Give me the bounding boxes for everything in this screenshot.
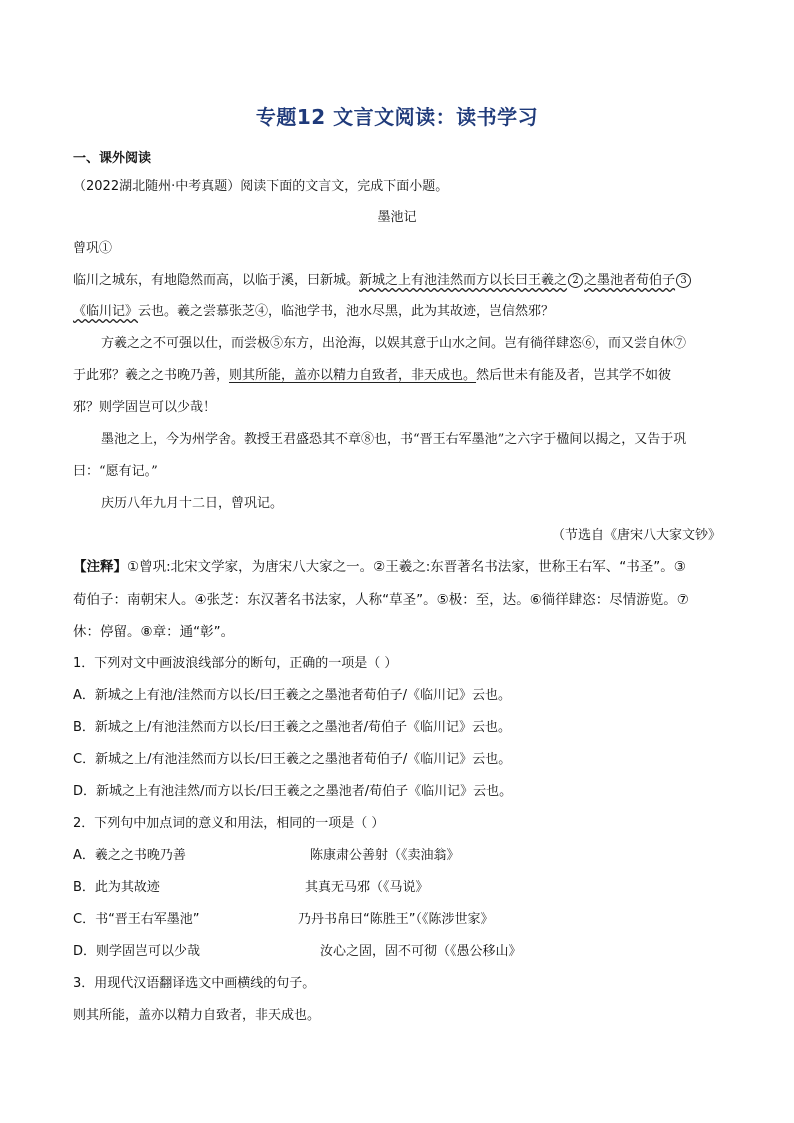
- q2-option-b-left: B．此为其故迹: [73, 880, 160, 895]
- p1-text-a: 临川之城东，有地隐然而高，以临于溪，曰新城。: [73, 273, 360, 288]
- essay-heading: 墨池记: [377, 210, 417, 225]
- essay-paragraph-4: 庆历八年九月十二日，曾巩记。: [101, 496, 284, 511]
- notes-label: 【注释】: [73, 559, 127, 575]
- q1-option-c: C．新城之上/有池洼然而方以长/曰王羲之之墨池者荀伯子/《临川记》云也。: [73, 752, 512, 767]
- q2-option-a-right: 陈康肃公善射（《卖油翁》: [310, 848, 460, 863]
- essay-source: （节选自《唐宋八大家文钞》: [551, 528, 721, 543]
- q3-stem: 3．用现代汉语翻译选文中画横线的句子。: [73, 976, 316, 991]
- q2-stem: 2．下列句中加点词的意义和用法，相同的一项是（ ）: [73, 816, 385, 831]
- section-heading: 一、课外阅读: [73, 151, 152, 166]
- essay-paragraph-2-line-2: [73, 366, 671, 386]
- essay-paragraph-3-line-1: 墨池之上，今为州学舍。教授王君盛恐其不章⑧也，书“晋王右军墨池”之六字于楹间以揭之，又告于巩: [101, 432, 687, 447]
- essay-paragraph-3-line-2: 曰：“愿有记。”: [73, 464, 158, 479]
- q2-option-c-left: C．书“晋王右军墨池”: [73, 912, 200, 927]
- q1-option-a: A．新城之上有池/洼然而方以长/曰王羲之之墨池者荀伯子/《临川记》云也。: [73, 688, 512, 703]
- note-marker-3: 3: [676, 273, 691, 288]
- q1-option-b: B．新城之上/有池洼然而方以长/曰王羲之之墨池者/荀伯子《临川记》云也。: [73, 720, 512, 735]
- notes-text-1: ①曾巩:北宋文学家，为唐宋八大家之一。②王羲之:东晋著名书法家，世称王右军、“书圣”。③: [127, 559, 686, 575]
- p1-wavy-text-2: 之墨池者荀伯子: [584, 273, 676, 288]
- essay-author: 曾巩①: [73, 241, 113, 256]
- q2-option-d-left: D．则学固岂可以少哉: [73, 944, 201, 959]
- note-marker-2: 2: [568, 273, 583, 288]
- q2-option-d-right: 汝心之固，固不可彻（《愚公移山》: [320, 944, 522, 959]
- p1-text-c: 云也。羲之尝慕张芝④，临池学书，池水尽黑，此为其故迹，岂信然邪？: [138, 304, 555, 319]
- essay-paragraph-2-line-1: 方羲之之不可强以仕，而尝极⑤东方，出沧海，以娱其意于山水之间。岂有徜徉肆恣⑥，而又尝自休⑦: [101, 336, 687, 351]
- intro-line: （2022湖北随州·中考真题）阅读下面的文言文，完成下面小题。: [73, 179, 449, 194]
- p2-text-c: 然后世未有能及者，岂其学不如彼: [476, 368, 672, 383]
- notes-line-1: [73, 557, 686, 577]
- p2-underlined-sentence: 则其所能，盖亦以精力自致者，非天成也。: [229, 368, 477, 383]
- q2-option-a-left: A．羲之之书晚乃善: [73, 848, 186, 863]
- essay-paragraph-1-line-2: [73, 302, 554, 322]
- q1-stem: 1．下列对文中画波浪线部分的断句，正确的一项是（ ）: [73, 656, 398, 671]
- q1-option-d: D．新城之上有池洼然/而方以长/曰王羲之之墨池者/荀伯子《临川记》云也。: [73, 784, 513, 799]
- p1-wavy-book: 《临川记》: [73, 304, 139, 319]
- q3-sentence: 则其所能，盖亦以精力自致者，非天成也。: [73, 1008, 321, 1023]
- notes-line-3: 休：停留。⑧章：通“彰”。: [73, 624, 235, 640]
- essay-paragraph-2-line-3: 邪？则学固岂可以少哉！: [73, 400, 217, 415]
- essay-paragraph-1-line-1: [73, 271, 692, 291]
- p2-text-b: 于此邪？羲之之书晚乃善，: [73, 368, 230, 383]
- p1-wavy-text: 新城之上有池洼然而方以长曰王羲之: [359, 273, 568, 288]
- q2-option-c-right: 乃丹书帛曰“陈胜王”（《陈涉世家》: [298, 912, 494, 927]
- page-title: 专题12 文言文阅读：读书学习: [255, 105, 539, 129]
- q2-option-b-right: 其真无马邪（《马说》: [305, 880, 429, 895]
- notes-line-2: 荀伯子：南朝宋人。④张芝：东汉著名书法家，人称“草圣”。⑤极：至，达。⑥徜徉肆恣：尽情游览。⑦: [73, 592, 689, 608]
